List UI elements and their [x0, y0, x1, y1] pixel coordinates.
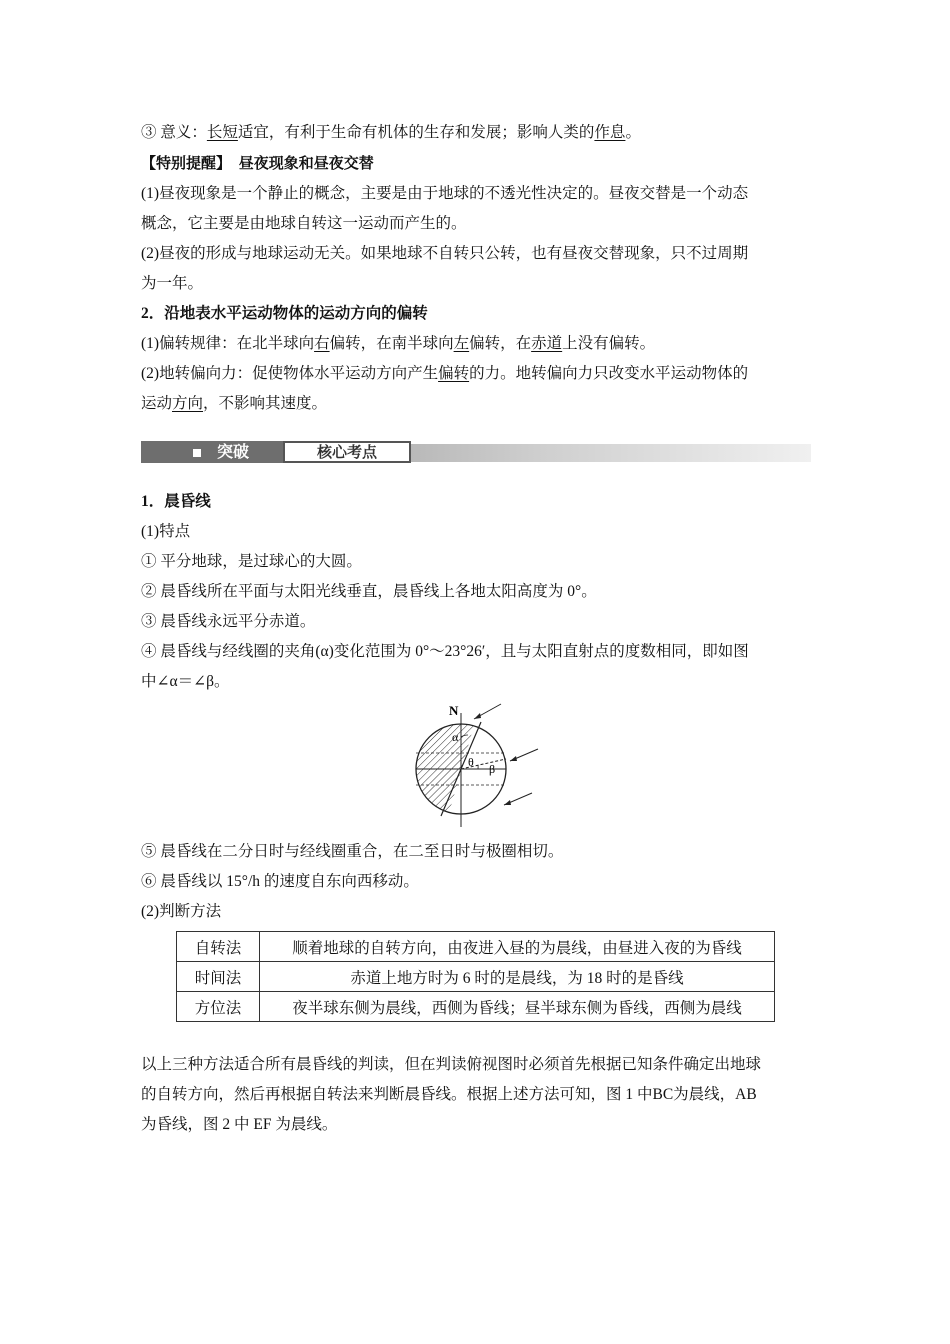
methods-table: [176, 931, 775, 1022]
deflection-rule: [141, 329, 811, 359]
coriolis-force-cont: [141, 389, 811, 419]
globe-figure: [406, 701, 546, 831]
tip-paragraph-2: (2)昼夜的形成与地球运动无关。如果地球不自转只公转，也有昼夜交替现象，只不过周期: [141, 245, 749, 262]
banner-title: 核心考点: [283, 441, 411, 463]
alpha-label: α: [452, 730, 459, 744]
document-page: [141, 118, 811, 1140]
banner-dark-block: [141, 441, 283, 463]
features-heading: (1)特点: [141, 523, 191, 540]
blank-answer: 长短: [206, 124, 238, 141]
method-desc: 夜半球东侧为晨线，西侧为昏线；昼半球东侧为昏线，西侧为晨线: [260, 992, 775, 1022]
force-text: 运动: [141, 395, 173, 412]
table-row: [177, 932, 775, 962]
tip-paragraph-1-cont: 概念，它主要是由地球自转这一运动而产生的。: [141, 215, 467, 232]
method-name: 方位法: [177, 992, 260, 1022]
section-banner: [141, 439, 811, 465]
section-2-title: 2．沿地表水平运动物体的运动方向的偏转: [141, 305, 428, 322]
method-name: 时间法: [177, 962, 260, 992]
feature-item-2: ② 晨昏线所在平面与太阳光线垂直，晨昏线上各地太阳高度为 0°。: [141, 583, 597, 600]
arrow-head-icon: [510, 756, 517, 761]
tip-title: 昼夜现象和昼夜交替: [238, 154, 374, 172]
tip-paragraph-1: (1)昼夜现象是一个静止的概念，主要是由于地球的不透光性决定的。昼夜交替是一个动态: [141, 185, 749, 202]
feature-item-1: ① 平分地球，是过球心的大圆。: [141, 553, 362, 570]
blank-answer: 赤道: [531, 335, 563, 352]
rule-text: (1)偏转规律：在北半球向: [141, 335, 315, 352]
blank-answer: 右: [314, 335, 330, 352]
method-desc: 顺着地球的自转方向，由夜进入昼的为晨线，由昼进入夜的为昏线: [260, 932, 775, 962]
beta-label: β: [489, 762, 496, 776]
theta-label: θ: [468, 755, 474, 769]
punct: 。: [625, 124, 641, 141]
table-row: [177, 962, 775, 992]
coriolis-force: [141, 359, 811, 389]
feature-item-5: ⑤ 晨昏线在二分日时与经线圈重合，在二至日时与极圈相切。: [141, 843, 564, 860]
conclusion-paragraph: 以上三种方法适合所有晨昏线的判读，但在判读俯视图时必须首先根据已知条件确定出地球: [141, 1056, 762, 1073]
force-text: 的力。地转偏向力只改变水平运动物体的: [469, 365, 749, 382]
significance-text: 适宜，有利于生命有机体的生存和发展；影响人类的: [237, 124, 595, 141]
methods-heading: (2)判断方法: [141, 903, 222, 920]
rule-text: 偏转，在: [469, 335, 532, 352]
table-row: [177, 992, 775, 1022]
blank-answer: 偏转: [438, 365, 470, 382]
method-name: 自转法: [177, 932, 260, 962]
feature-item-6: ⑥ 晨昏线以 15°/h 的速度自东向西移动。: [141, 873, 419, 890]
blank-answer: 左: [453, 335, 470, 352]
method-desc: 赤道上地方时为 6 时的是晨线，为 18 时的是昏线: [260, 962, 775, 992]
rule-text: 偏转，在南半球向: [329, 335, 454, 352]
conclusion-paragraph-end: 为昏线，图 2 中 EF 为晨线。: [141, 1116, 338, 1133]
force-text: (2)地转偏向力：促使物体水平运动方向产生: [141, 365, 439, 382]
feature-item-3: ③ 晨昏线永远平分赤道。: [141, 613, 316, 630]
blank-answer: 方向: [172, 395, 204, 412]
force-text: ，不影响其速度。: [203, 395, 328, 412]
tip-label: 【特别提醒】: [141, 154, 232, 172]
feature-item-4: ④ 晨昏线与经线圈的夹角(α)变化范围为 0°～23°26′，且与太阳直射点的度数相同，即如图: [141, 643, 749, 660]
arrow-head-icon: [474, 713, 481, 719]
arrow-head-icon: [504, 800, 511, 805]
square-bullet-icon: [193, 449, 201, 457]
tip-heading: [141, 148, 811, 179]
significance-prefix: ③ 意义：: [141, 124, 207, 141]
feature-item-4-cont: 中∠α＝∠β。: [141, 673, 230, 690]
significance-line: [141, 118, 811, 148]
rule-text: 上没有偏转。: [562, 335, 656, 352]
terminator-title: 1．晨昏线: [141, 493, 211, 510]
blank-answer: 作息: [594, 124, 626, 141]
north-label: N: [449, 703, 459, 718]
tip-paragraph-2-cont: 为一年。: [141, 275, 204, 292]
banner-label: 突破: [217, 442, 250, 461]
conclusion-paragraph-cont: 的自转方向，然后再根据自转法来判断晨昏线。根据上述方法可知，图 1 中BC为晨线，AB: [141, 1086, 757, 1103]
terminator-diagram: [141, 701, 811, 831]
